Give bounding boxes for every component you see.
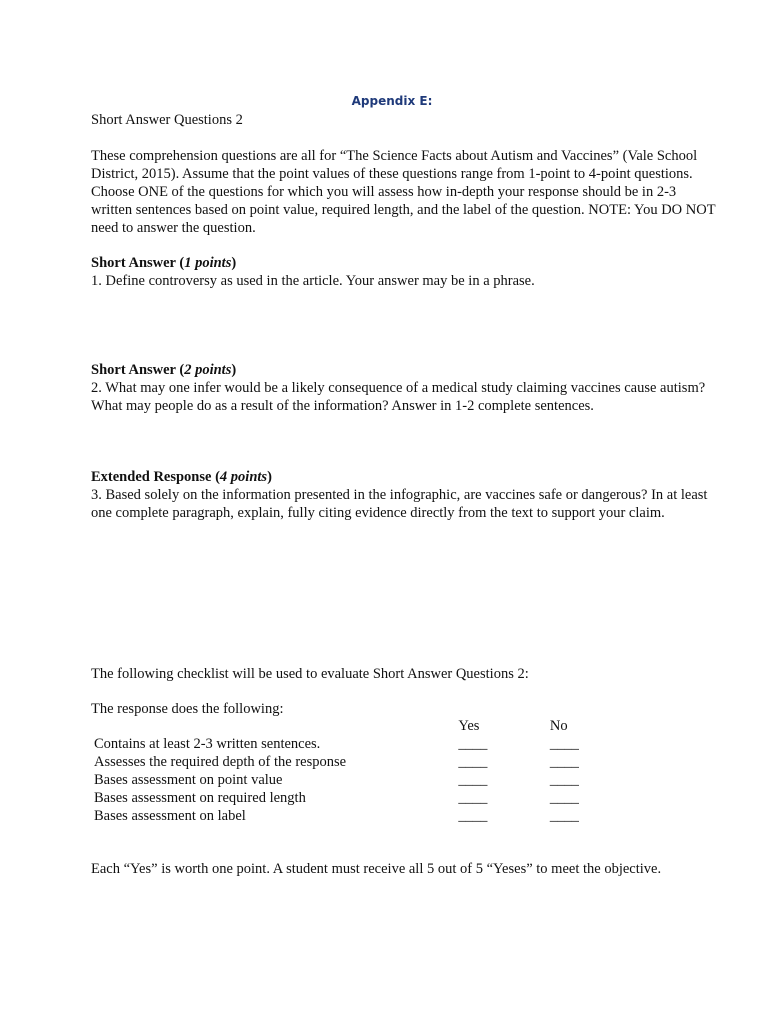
- checklist-row: [91, 771, 611, 789]
- criterion-text: Contains at least 2-3 written sentences.: [94, 736, 321, 752]
- checklist-row: [91, 735, 611, 753]
- column-yes: Yes: [458, 718, 480, 734]
- question-1-label: Short Answer: [91, 255, 176, 271]
- checklist-row: [91, 807, 611, 825]
- question-3-text: 3. Based solely on the information presented in the infographic, are vaccines safe or dangerous? In at least one complete paragraph, explain, fully citing evidence directly from the text to support your claim.: [91, 487, 708, 521]
- no-blank: ____: [549, 790, 579, 806]
- response-intro: The response does the following:: [91, 701, 284, 717]
- criterion-text: Bases assessment on required length: [94, 790, 306, 806]
- document-title: Short Answer Questions 2: [91, 112, 243, 128]
- column-no: No: [549, 718, 568, 734]
- criterion-text: Bases assessment on point value: [94, 772, 283, 788]
- footer-note: Each “Yes” is worth one point. A student must receive all 5 out of 5 “Yeses” to meet the objective.: [91, 861, 662, 877]
- yes-blank: ____: [458, 790, 488, 806]
- checklist-intro: The following checklist will be used to evaluate Short Answer Questions 2:: [91, 666, 529, 682]
- checklist-row: [91, 789, 611, 807]
- question-3-label: Extended Response: [91, 469, 212, 485]
- no-blank: ____: [549, 772, 579, 788]
- question-1-points: 1 points: [184, 255, 232, 271]
- yes-blank: ____: [458, 772, 488, 788]
- question-1-text: 1. Define controversy as used in the article. Your answer may be in a phrase.: [91, 273, 535, 289]
- question-2-text: 2. What may one infer would be a likely consequence of a medical study claiming vaccines cause autism? What may people do as a result of the information? Answer in 1-2 complete sentences.: [91, 380, 706, 414]
- question-2-heading: Short Answer (2 points): [91, 362, 237, 378]
- criterion-text: Bases assessment on label: [94, 808, 246, 824]
- yes-blank: ____: [458, 754, 488, 770]
- question-3-heading: Extended Response (4 points): [91, 469, 272, 485]
- criterion-text: Assesses the required depth of the response: [94, 754, 347, 770]
- question-3-points: 4 points: [219, 469, 268, 485]
- no-blank: ____: [549, 808, 579, 824]
- question-1-heading: Short Answer (1 points): [91, 255, 237, 271]
- yes-blank: ____: [458, 736, 488, 752]
- checklist-row: [91, 753, 611, 771]
- appendix-title: Appendix E:: [351, 94, 433, 108]
- checklist-header-row: [91, 717, 611, 735]
- checklist-table: [91, 717, 611, 825]
- intro-paragraph: These comprehension questions are all for “The Science Facts about Autism and Vaccines” (Vale School District, 2015). Assume that the point values of these questions range from 1-point to 4-point questions. Choose ONE of the questions for which you will assess how in-depth your response should be in 2-3 written sentences based on point value, required length, and the label of the question. NOTE: You DO NOT need to answer the question.: [91, 148, 716, 236]
- no-blank: ____: [549, 754, 579, 770]
- question-2-points: 2 points: [184, 362, 232, 378]
- yes-blank: ____: [458, 808, 488, 824]
- question-2-label: Short Answer: [91, 362, 176, 378]
- no-blank: ____: [549, 736, 579, 752]
